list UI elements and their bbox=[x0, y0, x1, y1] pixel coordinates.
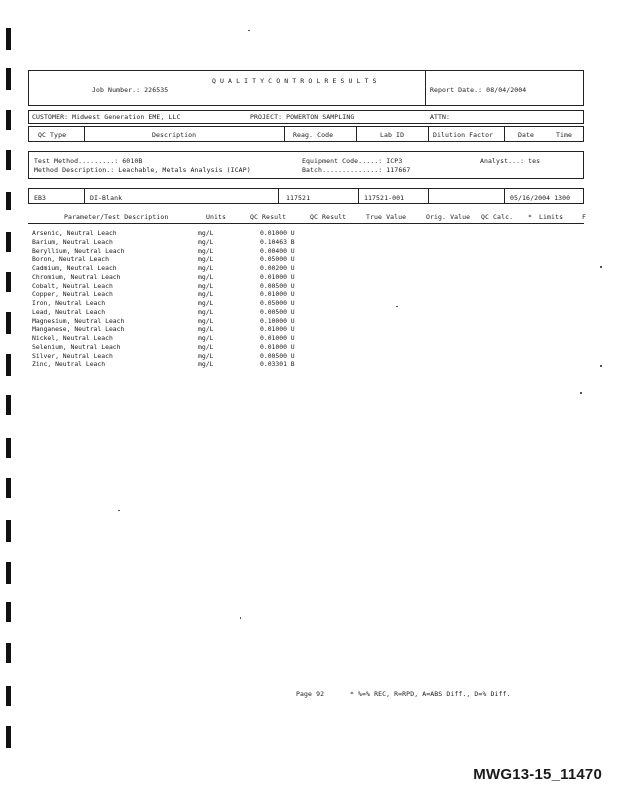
row-units: mg/L bbox=[198, 299, 214, 307]
report-title: Q U A L I T Y C O N T R O L R E S U L T S bbox=[212, 77, 377, 85]
th-orig-value: Orig. Value bbox=[426, 213, 471, 221]
customer-name: CUSTOMER: Midwest Generation EME, LLC bbox=[32, 113, 181, 121]
qc-record-type: EB3 bbox=[34, 194, 47, 202]
row-parameter: Chromium, Neutral Leach bbox=[32, 272, 121, 281]
col-div-1 bbox=[84, 126, 85, 142]
row-qc-result: 0.00500 U bbox=[260, 307, 295, 316]
row-parameter: Zinc, Neutral Leach bbox=[32, 360, 106, 369]
row-qc-result: 0.10000 U bbox=[260, 316, 295, 325]
row-parameter: Nickel, Neutral Leach bbox=[32, 334, 113, 342]
th-qc-result: QC Result bbox=[250, 213, 287, 221]
qc-record-lab-id: 117521-001 bbox=[364, 194, 405, 202]
row-units: mg/L bbox=[198, 360, 214, 369]
project-name: PROJECT: POWERTON SAMPLING bbox=[250, 113, 355, 121]
qc-record-description: DI-Blank bbox=[90, 194, 123, 202]
col-lab-id: Lab ID bbox=[380, 131, 405, 139]
th-true-value: True Value bbox=[366, 213, 407, 221]
row-units: mg/L bbox=[198, 264, 214, 272]
job-number: Job Number.: 226535 bbox=[92, 86, 169, 94]
th-flag: * bbox=[528, 213, 533, 221]
method-box bbox=[28, 151, 584, 179]
th-units: Units bbox=[206, 213, 227, 221]
row-parameter: Magnesium, Neutral Leach bbox=[32, 316, 125, 325]
col-div-3 bbox=[356, 126, 357, 142]
row-units: mg/L bbox=[198, 237, 214, 246]
row-qc-result: 0.00500 U bbox=[260, 351, 295, 360]
rec-div-3 bbox=[358, 188, 359, 204]
col-qc-type: QC Type bbox=[38, 131, 67, 139]
row-parameter: Cobalt, Neutral Leach bbox=[32, 281, 113, 290]
analyst: Analyst...: tes bbox=[480, 157, 541, 165]
row-parameter: Copper, Neutral Leach bbox=[32, 290, 113, 299]
col-div-2 bbox=[284, 126, 285, 142]
row-parameter: Beryllium, Neutral Leach bbox=[32, 246, 125, 255]
row-qc-result: 0.01000 U bbox=[260, 272, 295, 281]
row-qc-result: 0.01000 U bbox=[260, 325, 295, 334]
row-units: mg/L bbox=[198, 334, 214, 342]
equipment-code: Equipment Code.....: ICP3 bbox=[302, 157, 403, 165]
row-qc-result: 0.03301 B bbox=[260, 360, 295, 369]
qc-record-reag-code: 117521 bbox=[286, 194, 311, 202]
rec-div-5 bbox=[504, 188, 505, 204]
row-units: mg/L bbox=[198, 316, 214, 325]
row-units: mg/L bbox=[198, 325, 214, 334]
col-reag-code: Reag. Code bbox=[293, 131, 334, 139]
row-qc-result: 0.01000 U bbox=[260, 290, 295, 299]
row-qc-result: 0.00400 U bbox=[260, 246, 295, 255]
rec-div-1 bbox=[84, 188, 85, 204]
header-divider bbox=[425, 70, 426, 106]
col-div-4 bbox=[428, 126, 429, 142]
col-div-5 bbox=[504, 126, 505, 142]
row-parameter: Manganese, Neutral Leach bbox=[32, 325, 125, 334]
row-qc-result: 0.05000 U bbox=[260, 255, 295, 264]
table-header-rule bbox=[28, 223, 584, 224]
row-qc-result: 0.05000 U bbox=[260, 299, 295, 307]
row-qc-result: 0.10463 B bbox=[260, 237, 295, 246]
qc-record-date-time: 05/16/2004 1300 bbox=[510, 194, 571, 202]
col-dilution: Dilution Factor bbox=[433, 131, 494, 139]
row-units: mg/L bbox=[198, 272, 214, 281]
row-parameter: Arsenic, Neutral Leach bbox=[32, 229, 117, 237]
row-units: mg/L bbox=[198, 246, 214, 255]
row-parameter: Cadmium, Neutral Leach bbox=[32, 264, 117, 272]
attn-label: ATTN: bbox=[430, 113, 451, 121]
row-parameter: Silver, Neutral Leach bbox=[32, 351, 113, 360]
row-units: mg/L bbox=[198, 255, 214, 264]
document-id: MWG13-15_11470 bbox=[473, 766, 602, 783]
row-qc-result: 0.00200 U bbox=[260, 264, 295, 272]
col-date: Date bbox=[518, 131, 535, 139]
col-description: Description bbox=[152, 131, 197, 139]
row-parameter: Iron, Neutral Leach bbox=[32, 299, 106, 307]
rec-div-2 bbox=[278, 188, 279, 204]
row-parameter: Selenium, Neutral Leach bbox=[32, 342, 121, 351]
row-qc-result: 0.01000 U bbox=[260, 342, 295, 351]
row-units: mg/L bbox=[198, 229, 214, 237]
test-method: Test Method.........: 6010B bbox=[34, 157, 143, 165]
legend: * %=% REC, R=RPD, A=ABS Diff., D=% Diff. bbox=[350, 690, 511, 698]
th-limits: Limits bbox=[539, 213, 564, 221]
page-number: Page 92 bbox=[296, 690, 325, 698]
row-qc-result: 0.00500 U bbox=[260, 281, 295, 290]
th-qc-result-2: QC Result bbox=[310, 213, 347, 221]
th-f: F bbox=[582, 213, 587, 221]
batch: Batch..............: 117667 bbox=[302, 166, 411, 174]
row-units: mg/L bbox=[198, 351, 214, 360]
col-time: Time bbox=[556, 131, 573, 139]
row-parameter: Barium, Neutral Leach bbox=[32, 237, 113, 246]
row-parameter: Lead, Neutral Leach bbox=[32, 307, 106, 316]
row-parameter: Boron, Neutral Leach bbox=[32, 255, 109, 264]
row-qc-result: 0.01000 U bbox=[260, 229, 295, 237]
method-description: Method Description.: Leachable, Metals Analysis (ICAP) bbox=[34, 166, 251, 174]
row-qc-result: 0.01000 U bbox=[260, 334, 295, 342]
th-qc-calc: QC Calc. bbox=[481, 213, 514, 221]
row-units: mg/L bbox=[198, 290, 214, 299]
row-units: mg/L bbox=[198, 307, 214, 316]
rec-div-4 bbox=[428, 188, 429, 204]
th-parameter: Parameter/Test Description bbox=[64, 213, 169, 221]
row-units: mg/L bbox=[198, 281, 214, 290]
report-date: Report Date.: 08/04/2004 bbox=[430, 86, 527, 94]
row-units: mg/L bbox=[198, 342, 214, 351]
